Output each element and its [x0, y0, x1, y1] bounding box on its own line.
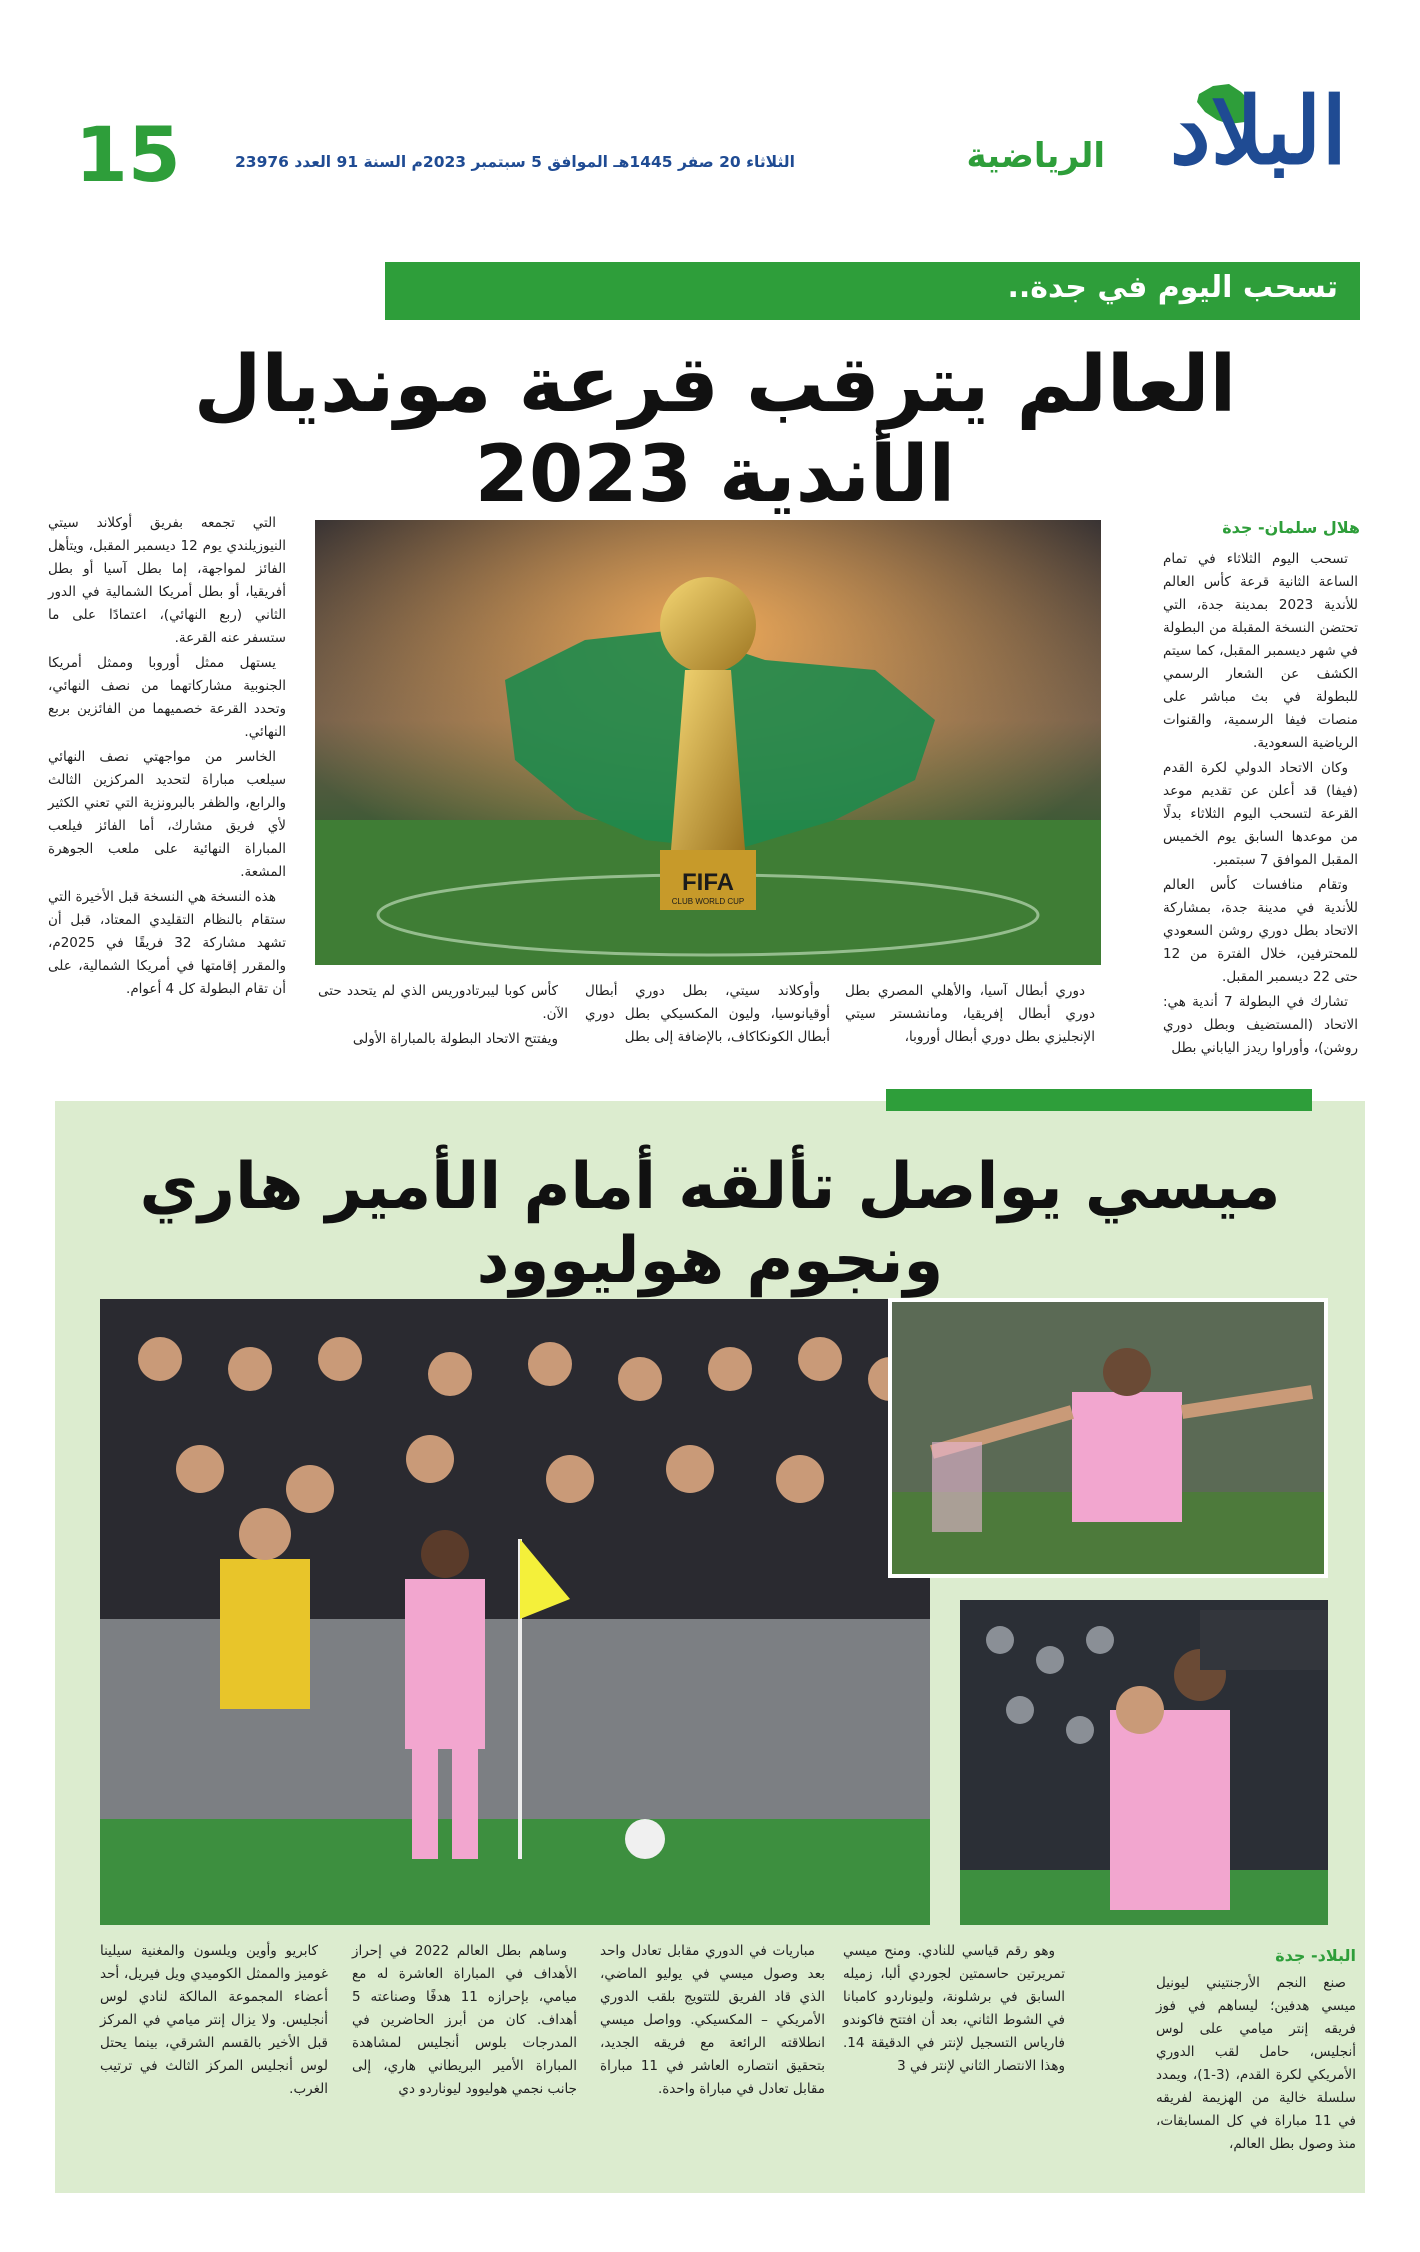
paragraph: ويفتتح الاتحاد البطولة بالمباراة الأولى — [352, 1031, 558, 1047]
paragraph: كابريو وأوين ويلسون والمغنية سيلينا غوميز والممثل الكوميدي ويل فيريل، أحد أعضاء المجموعة المالكة لنادي لوس أنجليس. ولا يزال إنتر ميامي في المركز قبل الأخير بالقسم الشرقي، بينما يحتل لوس أنجليس المركز الثالث في ترتيب الغرب. — [100, 1943, 328, 2097]
paragraph: وهو رقم قياسي للنادي. ومنح ميسي تمريرتين حاسمتين لجوردي ألبا، زميله السابق في برشلونة، وليوناردو كامبانا في الشوط الثاني، بعد أن افتتح فاكوندو فارياس التسجيل لإنتر في الدقيقة 14. وهذا الانتصار الثاني لإنتر في 3 — [843, 1943, 1065, 2074]
messi-column-2 — [843, 1940, 1065, 2080]
paragraph: وساهم بطل العالم 2022 في إحراز الأهداف في المباراة العاشرة له مع ميامي، بإحرازه 11 هدفًا وصناعته 5 أهداف. كان من أبرز الحاضرين في المدرجات بلوس أنجليس لمشاهدة المباراة الأمير البريطاني هاري، إلى جانب نجمي هوليوود ليوناردو دي — [352, 1943, 577, 2097]
page-number: 15 — [75, 110, 181, 199]
messi-celebration-photo — [888, 1298, 1328, 1578]
trophy-illustration — [315, 520, 1101, 965]
under-photo-column-3 — [318, 980, 568, 1053]
masthead — [55, 70, 1365, 210]
paragraph: مباريات في الدوري مقابل تعادل واحد بعد وصول ميسي في يوليو الماضي، الذي قاد الفريق للتتويج بلقب الدوري الأمريكي – المكسيكي. وواصل ميسي انطلاقته الرائعة مع فريقه الجديد، بتحقيق انتصاره العاشر في 11 مباراة مقابل تعادل في مباراة واحدة. — [600, 1943, 825, 2097]
paragraph: الخاسر من مواجهتي نصف النهائي سيلعب مباراة لتحديد المركزين الثالث والرابع، والظفر بالبرونزية التي تعني الكثير لأي فريق مشارك، أما الفائز فيلعب المباراة النهائية على ملعب الجوهرة المشعة. — [48, 749, 286, 880]
crowd-illustration — [100, 1299, 930, 1925]
paragraph: وكان الاتحاد الدولي لكرة القدم (فيفا) قد أعلن عن تقديم موعد القرعة لتسحب اليوم الثلاثاء بدلًا من موعدها السابق يوم الخميس المقبل الموافق 7 سبتمبر. — [1163, 760, 1358, 868]
paragraph: يستهل ممثل أوروبا وممثل أمريكا الجنوبية مشاركاتهما من نصف النهائي، وتحدد القرعة خصميهما من الفائزين بربع النهائي. — [48, 655, 286, 740]
story-accent-bar — [886, 1089, 1312, 1111]
section-name: الرياضية — [966, 136, 1105, 176]
messi-column-3 — [600, 1940, 825, 2103]
paragraph: وأوكلاند سيتي، بطل دوري أبطال أوقيانوسيا، وليون المكسيكي بطل دوري أبطال الكونكاكاف، بالإضافة إلى بطل — [585, 983, 830, 1045]
celebration-illustration — [892, 1302, 1324, 1574]
headline-messi: ميسي يواصل تألقه أمام الأمير هاري ونجوم هوليوود — [139, 1150, 1281, 1298]
newspaper-logo — [1107, 77, 1347, 190]
byline-story2: البلاد- جدة — [1275, 1946, 1356, 1965]
paragraph: دوري أبطال آسيا، والأهلي المصري بطل دوري أبطال إفريقيا، ومانشستر سيتي الإنجليزي بطل دوري أبطال أوروبا، — [845, 983, 1095, 1045]
fifa-label: FIFA — [682, 869, 734, 896]
messi-column-1 — [1156, 1972, 1356, 2158]
kicker-text: تسحب اليوم في جدة.. — [1007, 270, 1338, 305]
messi-corner-photo — [100, 1299, 930, 1925]
paragraph: هذه النسخة هي النسخة قبل الأخيرة التي ستقام بالنظام التقليدي المعتاد، قبل أن تشهد مشاركة 32 فريقًا في 2025م، والمقرر إقامتها في أمريكا الشمالية، على أن تقام البطولة كل 4 أعوام. — [48, 889, 286, 997]
paragraph: وتقام منافسات كأس العالم للأندية في مدينة جدة، بمشاركة الاتحاد بطل دوري روشن السعودي للمحترفين، خلال الفترة من 12 حتى 22 ديسمبر المقبل. — [1163, 877, 1358, 985]
logo-wordmark: البلاد — [1169, 77, 1347, 185]
paragraph: كأس كوبا ليبرتادوريس الذي لم يتحدد حتى الآن. — [318, 983, 568, 1022]
messi-hug-photo — [960, 1600, 1328, 1925]
paragraph: تشارك في البطولة 7 أندية هي: الاتحاد (المستضيف وبطل دوري روشن)، وأوراوا ريدز الياباني بطل — [1163, 994, 1358, 1056]
paragraph: صنع النجم الأرجنتيني ليونيل ميسي هدفين؛ ليساهم في فوز فريقه إنتر ميامي على لوس أنجليس، حامل لقب الدوري الأمريكي لكرة القدم، (3-1)، ويمدد سلسلة خالية من الهزيمة لفريقه في 11 مباراة في كل المسابقات، منذ وصول بطل العالم، — [1156, 1975, 1357, 2152]
byline-story1: هلال سلمان- جدة — [1222, 518, 1360, 537]
trophy-photo — [315, 520, 1101, 965]
headline-club-world-cup: العالم يترقب قرعة مونديال الأندية 2023 — [193, 340, 1237, 520]
hug-illustration — [960, 1600, 1328, 1925]
under-photo-column-1 — [845, 980, 1095, 1051]
paragraph: التي تجمعه بفريق أوكلاند سيتي النيوزيلندي يوم 12 ديسمبر المقبل، ويتأهل الفائز لمواجهة، إما بطل آسيا أو بطل أفريقيا، أو بطل أمريكا الشمالية في الدور الثاني (ربع النهائي)، اعتمادًا على ما ستسفر عنه القرعة. — [48, 515, 286, 646]
club-world-cup-label: CLUB WORLD CUP — [671, 897, 745, 906]
dateline: الثلاثاء 20 صفر 1445هـ الموافق 5 سبتمبر 2023م السنة 91 العدد 23976 — [235, 153, 795, 171]
kicker-bar — [385, 262, 1360, 320]
messi-column-5 — [100, 1940, 328, 2103]
article-column-left — [48, 512, 286, 1003]
under-photo-column-2 — [585, 980, 830, 1051]
article-column-right — [1163, 548, 1358, 1062]
messi-column-4 — [352, 1940, 577, 2103]
paragraph: تسحب اليوم الثلاثاء في تمام الساعة الثانية قرعة كأس العالم للأندية 2023 بمدينة جدة، التي تحتضن النسخة المقبلة من البطولة في شهر ديسمبر المقبل، كما سيتم الكشف عن الشعار الرسمي للبطولة في بث مباشر على منصات فيفا الرسمية، والقنوات الرياضية السعودية. — [1163, 551, 1358, 751]
